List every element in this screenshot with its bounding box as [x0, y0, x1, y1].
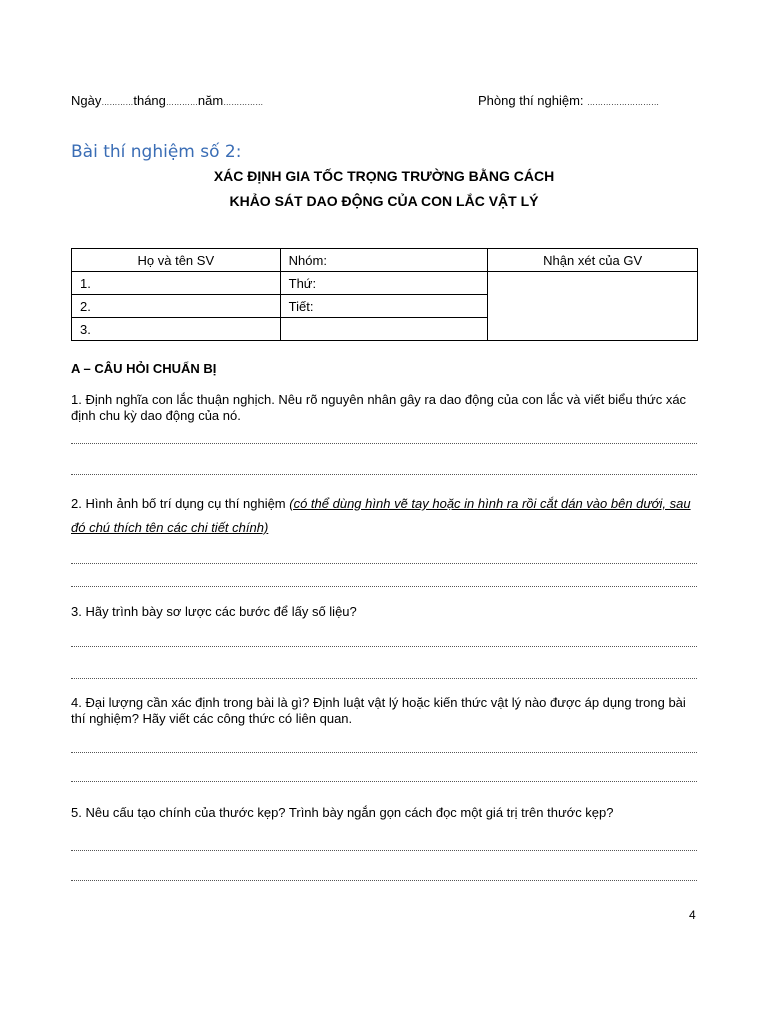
student-3-cell[interactable]: 3.: [72, 318, 281, 341]
empty-cell[interactable]: [280, 318, 488, 341]
answer-line[interactable]: [71, 880, 697, 881]
question-2: [71, 492, 701, 540]
answer-line[interactable]: [71, 678, 697, 679]
student-name-header: Họ và tên SV: [72, 249, 281, 272]
answer-line[interactable]: [71, 850, 697, 851]
weekday-cell[interactable]: Thứ:: [280, 272, 488, 295]
teacher-comment-box[interactable]: [488, 272, 698, 341]
group-cell[interactable]: Nhóm:: [280, 249, 488, 272]
period-cell[interactable]: Tiết:: [280, 295, 488, 318]
answer-line[interactable]: [71, 443, 697, 444]
question-4: 4. Đại lượng cần xác định trong bài là gì? Định luật vật lý hoặc kiến thức vật lý nào được áp dụng trong bài thí nghiệm? Hãy viết các công thức có liên quan.: [71, 695, 686, 726]
student-info-table: [71, 248, 698, 341]
year-blank[interactable]: ……………: [223, 98, 264, 107]
lab-title: Bài thí nghiệm số 2:: [71, 142, 242, 162]
date-line: [71, 93, 263, 111]
question-5: 5. Nêu cấu tạo chính của thước kẹp? Trình bày ngắn gọn cách đọc một giá trị trên thước kẹp?: [71, 805, 614, 820]
table-header-row: [72, 249, 698, 272]
question-3: 3. Hãy trình bày sơ lược các bước để lấy số liệu?: [71, 604, 357, 619]
answer-line[interactable]: [71, 586, 697, 587]
month-blank[interactable]: …………: [165, 98, 198, 107]
student-2-cell[interactable]: 2.: [72, 295, 281, 318]
student-1-cell[interactable]: 1.: [72, 272, 281, 295]
answer-line[interactable]: [71, 474, 697, 475]
experiment-heading-line1: XÁC ĐỊNH GIA TỐC TRỌNG TRƯỜNG BẰNG CÁCH: [213, 168, 555, 184]
experiment-heading-line2: KHẢO SÁT DAO ĐỘNG CỦA CON LẮC VẬT LÝ: [229, 193, 539, 209]
section-a-heading: A – CÂU HỎI CHUẨN BỊ: [71, 361, 217, 376]
lab-room-line: [478, 93, 659, 111]
question-2-note: (có thể dùng hình vẽ tay hoặc in hình ra rồi cắt dán vào bên dưới, sau đó chú thích tên các chi tiết chính): [71, 496, 691, 535]
question-2-text: 2. Hình ảnh bố trí dụng cụ thí nghiệm: [71, 496, 290, 511]
lab-room-blank[interactable]: ………………………: [587, 98, 660, 107]
day-label: Ngày: [71, 93, 102, 108]
teacher-comment-header: Nhận xét của GV: [488, 249, 698, 272]
year-label: năm: [197, 93, 224, 108]
table-row: [72, 272, 698, 295]
day-blank[interactable]: …………: [101, 98, 134, 107]
lab-room-label: Phòng thí nghiệm:: [478, 93, 584, 108]
answer-line[interactable]: [71, 646, 697, 647]
answer-line[interactable]: [71, 563, 697, 564]
answer-line[interactable]: [71, 752, 697, 753]
month-label: tháng: [133, 93, 166, 108]
question-1: 1. Định nghĩa con lắc thuận nghịch. Nêu rõ nguyên nhân gây ra dao động của con lắc và viết biểu thức xác định chu kỳ dao động của nó.: [71, 392, 687, 423]
page-number: 4: [689, 908, 696, 922]
answer-line[interactable]: [71, 781, 697, 782]
